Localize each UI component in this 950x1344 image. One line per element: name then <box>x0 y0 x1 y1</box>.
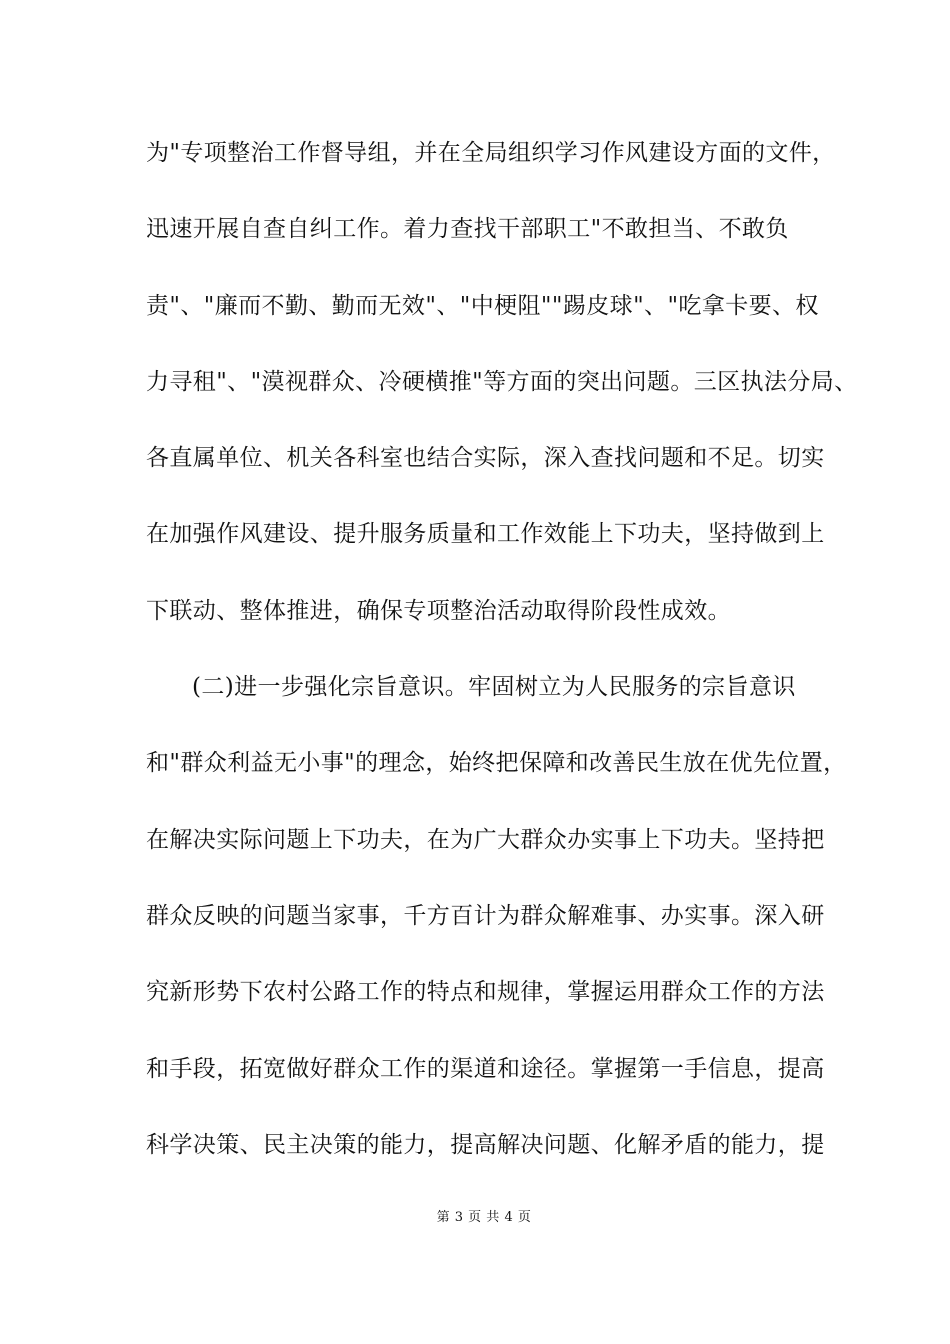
text-line: 迅速开展自查自纠工作。着力查找干部职工"不敢担当、不敢负 <box>146 216 789 243</box>
text-line: 各直属单位、机关各科室也结合实际，深入查找问题和不足。切实 <box>146 445 825 472</box>
text-line: 科学决策、民主决策的能力，提高解决问题、化解矛盾的能力，提 <box>146 1131 825 1158</box>
body-text <box>146 134 858 1202</box>
text-line: 为"专项整治工作督导组，并在全局组织学习作风建设方面的文件， <box>146 140 836 166</box>
page-number-footer: 第 3 页 共 4 页 <box>436 1210 532 1225</box>
text-line: 和手段，拓宽做好群众工作的渠道和途径。掌握第一手信息，提高 <box>146 1055 825 1082</box>
paragraph-start-line: (二)进一步强化宗旨意识。牢固树立为人民服务的宗旨意识 <box>192 674 796 701</box>
text-line: 下联动、整体推进，确保专项整治活动取得阶段性成效。 <box>146 597 731 624</box>
text-line: 在解决实际问题上下功夫，在为广大群众办实事上下功夫。坚持把 <box>146 826 825 853</box>
text-line: 力寻租"、"漠视群众、冷硬横推"等方面的突出问题。三区执法分局、 <box>146 368 858 395</box>
text-line: 责"、"廉而不勤、勤而无效"、"中梗阻""踢皮球"、"吃拿卡要、权 <box>146 292 819 319</box>
text-line: 在加强作风建设、提升服务质量和工作效能上下功夫，坚持做到上 <box>146 521 825 548</box>
text-line: 群众反映的问题当家事，千方百计为群众解难事、办实事。深入研 <box>146 902 825 929</box>
text-line: 和"群众利益无小事"的理念，始终把保障和改善民生放在优先位置， <box>146 750 847 777</box>
text-line: 究新形势下农村公路工作的特点和规律，掌握运用群众工作的方法 <box>146 979 825 1006</box>
